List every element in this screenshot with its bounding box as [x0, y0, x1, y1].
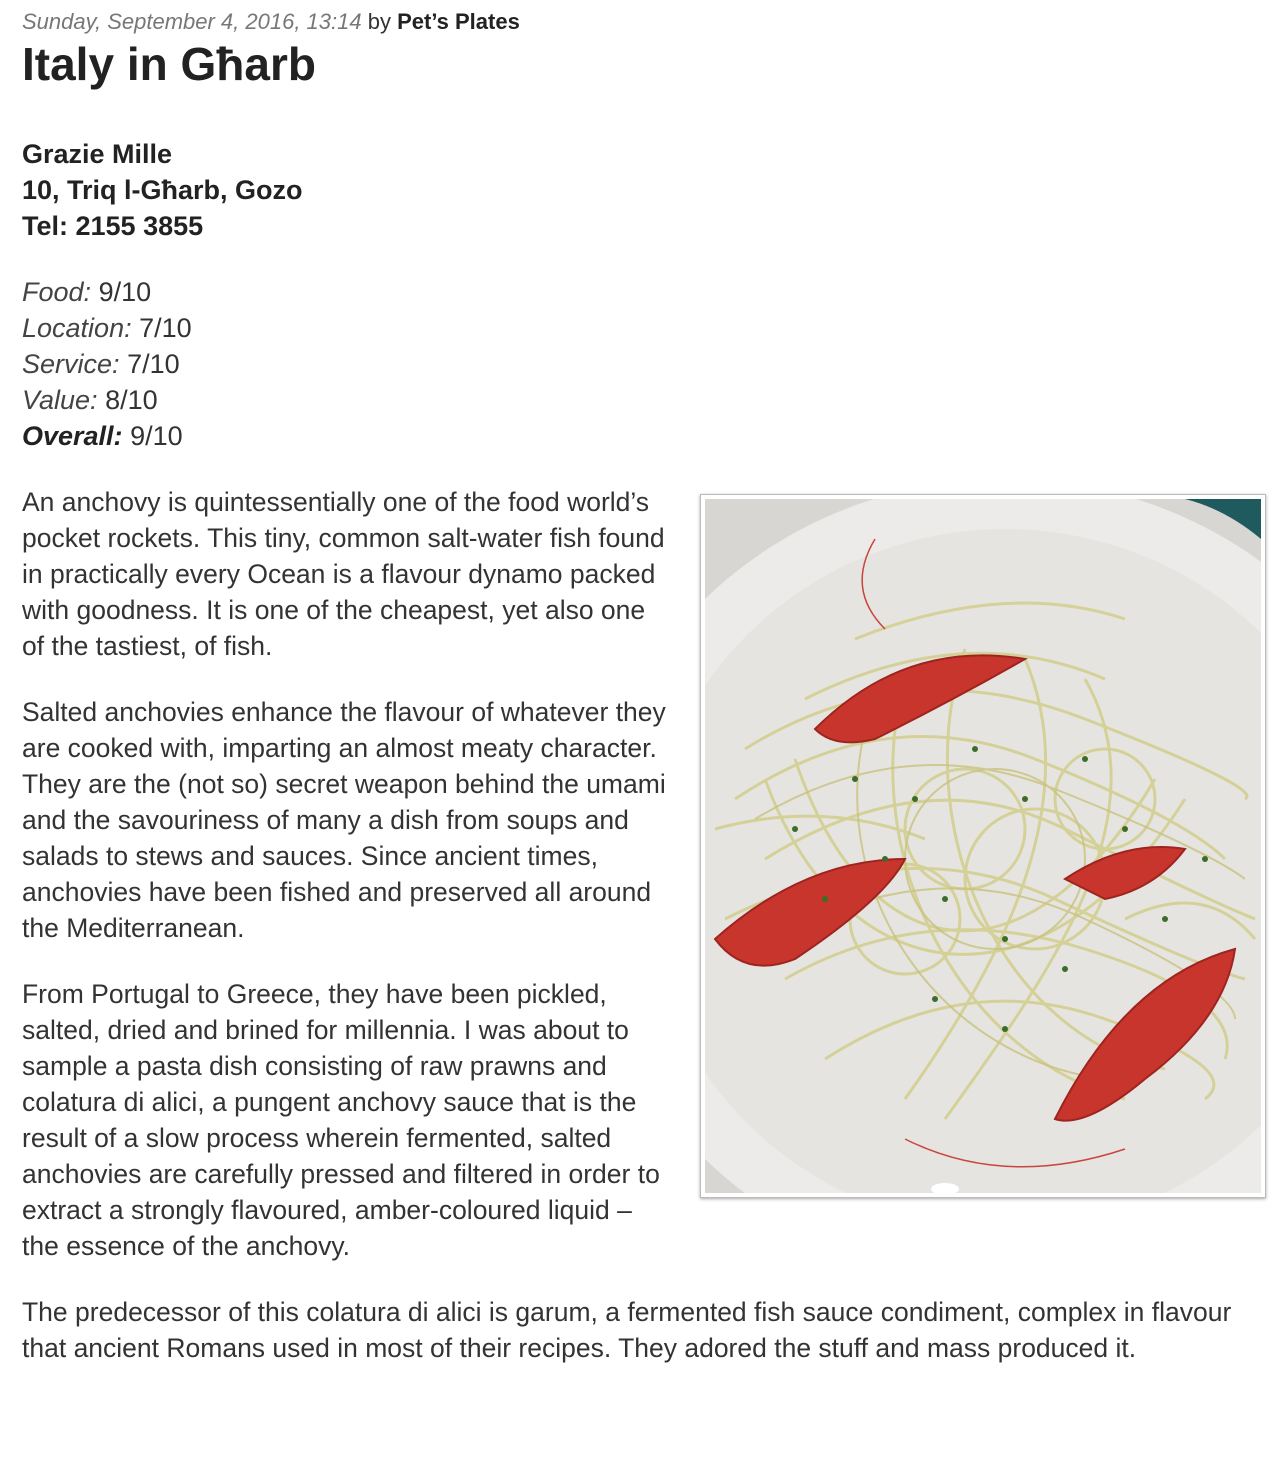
- rating-value: 7/10: [139, 313, 192, 343]
- paragraph-3: From Portugal to Greece, they have been pickled, salted, dried and brined for millennia. I was about to sample a pasta dish consisting of raw prawns and colatura di alici, a pungent anchovy sauce that is the result of a slow process wherein fermented, salted anchovies are carefully pressed and filtered in order to extract a strongly flavoured, amber-coloured liquid – the essence of the anchovy.: [22, 979, 660, 1261]
- post-date: Sunday, September 4, 2016, 13:14: [22, 9, 362, 34]
- rating-food: [22, 274, 192, 310]
- pasta-photo-illustration: [705, 499, 1261, 1193]
- rating-service: [22, 346, 192, 382]
- rating-value-score: [22, 382, 192, 418]
- rating-label: Overall:: [22, 421, 123, 451]
- rating-label: Location:: [22, 313, 132, 343]
- pasta-photo: [700, 494, 1266, 1198]
- ratings-list: [22, 274, 192, 454]
- article-body: [22, 484, 1266, 1396]
- rating-location: [22, 310, 192, 346]
- venue-address: 10, Triq l-Għarb, Gozo: [22, 175, 303, 205]
- post-title: Italy in Għarb: [22, 38, 316, 90]
- paragraph-1: An anchovy is quintessentially one of the food world’s pocket rockets. This tiny, common salt-water fish found in practically every Ocean is a flavour dynamo packed with goodness. It is one of the cheapest, yet also one of the tastiest, of fish.: [22, 487, 665, 661]
- post-author-link[interactable]: Pet’s Plates: [397, 9, 520, 34]
- rating-value: 8/10: [105, 385, 158, 415]
- rating-overall: [22, 418, 192, 454]
- paragraph-4: The predecessor of this colatura di alici is garum, a fermented fish sauce condiment, complex in flavour that ancient Romans used in most of their recipes. They adored the stuff and mass produced it.: [22, 1297, 1232, 1363]
- rating-value: 7/10: [127, 349, 180, 379]
- post-by: by: [367, 9, 391, 34]
- rating-value: 9/10: [98, 277, 152, 307]
- venue-tel: Tel: 2155 3855: [22, 211, 204, 241]
- rating-value: 9/10: [130, 421, 183, 451]
- rating-label: Service:: [22, 349, 120, 379]
- post-meta: [22, 8, 520, 36]
- rating-label: Food:: [22, 277, 92, 307]
- paragraph-2: Salted anchovies enhance the flavour of whatever they are cooked with, imparting an almost meaty character. They are the (not so) secret weapon behind the umami and the savouriness of many a dish from soups and salads to stews and sauces. Since ancient times, anchovies have been fished and preserved all around the Mediterranean.: [22, 697, 666, 943]
- venue-info: [22, 136, 303, 244]
- rating-label: Value:: [22, 385, 98, 415]
- venue-name: Grazie Mille: [22, 139, 173, 169]
